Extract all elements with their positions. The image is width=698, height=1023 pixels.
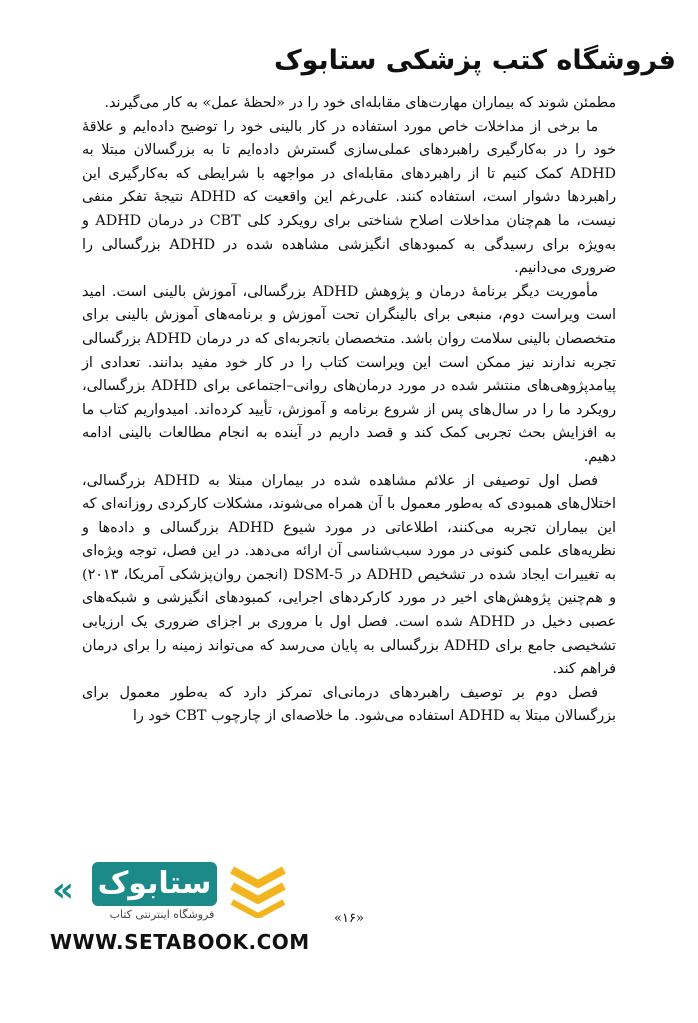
book-chevron-icon bbox=[228, 862, 288, 918]
paragraph-3: مأموریت دیگر برنامهٔ درمان و پژوهش ADHD بزرگسالی، آموزش بالینی است. امید است ویراست دوم، منبعی برای بالینگران تحت آموزش و برنامه‌های آموزش بالینی برای متخصصان بالینی سلامت روان باشد. متخصصان باتجربه‌ای که در درمان ADHD بزرگسالی تجربه ندارند نیز ممکن است این ویراست کتاب را در کار خود مفید بدانند. تعدادی از پیامدپژوهی‌های منتشر شده در مورد درمان‌های روانی–اجتماعی برای ADHD بزرگسالی، رویکرد ما را در سال‌های پس از شروع برنامه و آموزش، تأیید کرده‌اند. امیدواریم کتاب ما به افزایش بحث تجربی کمک کند و قصد داریم در آینده به انجام مطالعات بالینی ادامه دهیم. bbox=[82, 283, 616, 465]
body-text bbox=[82, 92, 616, 729]
paragraph-5: فصل دوم بر توصیف راهبردهای درمانی‌ای تمرکز دارد که به‌طور معمول برای بزرگسالان مبتلا به ADHD استفاده می‌شود. ما خلاصه‌ای از چارچوب CBT خود را bbox=[82, 684, 616, 725]
page-number: «۱۶» bbox=[334, 911, 364, 926]
setabook-logo bbox=[48, 860, 293, 940]
double-chevron-icon: « bbox=[52, 870, 66, 910]
logo-tagline: فروشگاه اینترنتی کتاب bbox=[109, 908, 215, 921]
page-header-title: فروشگاه کتب پزشکی ستابوک bbox=[273, 45, 676, 76]
paragraph-1: مطمئن شوند که بیماران مهارت‌های مقابله‌ای خود را در «لحظهٔ عمل» به کار می‌گیرند. bbox=[104, 95, 616, 111]
logo-wordmark: ستابوک bbox=[92, 862, 217, 906]
site-url[interactable]: WWW.SETABOOK.COM bbox=[50, 930, 310, 954]
paragraph-2: ما برخی از مداخلات خاص مورد استفاده در کار بالینی خود را توضیح داده‌ایم و علاقهٔ خود را در به‌کارگیری راهبردهای عملی‌سازی گسترش داده‌ایم تا به بزرگسالان مبتلا به ADHD کمک کنیم تا از راهبردهای مقابله‌ای در مواجهه با شرایطی که به‌کارگیری این راهبردها دشوار است، استفاده کنند. علی‌رغم این واقعیت که ADHD نتیجهٔ تفکر منفی نیست، ما هم‌چنان مداخلات اصلاح شناختی برای رویکرد کلی CBT در درمان ADHD و به‌ویژه برای رسیدگی به کمبودهای انگیزشی مشاهده شده در ADHD بزرگسالی را ضروری می‌دانیم. bbox=[82, 118, 616, 277]
paragraph-4: فصل اول توصیفی از علائم مشاهده شده در بیماران مبتلا به ADHD بزرگسالی، اختلال‌های همبودی که به‌طور معمول با آن همراه می‌شوند، مشکلات کارکردی روزانه‌ای که این بیماران تجربه می‌کنند، اطلاعاتی در مورد شیوع ADHD بزرگسالی و داده‌ها و نظریه‌های علمی کنونی در مورد سبب‌شناسی آن ارائه می‌دهد. در این فصل، توجه ویژه‌ای به تغییرات ایجاد شده در تشخیص ADHD در DSM-5 (انجمن روان‌پزشکی آمریکا، ۲۰۱۳) و هم‌چنین پژوهش‌های اخیر در مورد کارکردهای اجرایی، کمبودهای انگیزشی و شبکه‌های عصبی دخیل در ADHD شده است. فصل اول با مروری بر اجزای ضروری یک ارزیابی تشخیصی جامع برای ADHD بزرگسالی به پایان می‌رسد که می‌تواند زمینه را برای درمان فراهم کند. bbox=[82, 472, 616, 678]
